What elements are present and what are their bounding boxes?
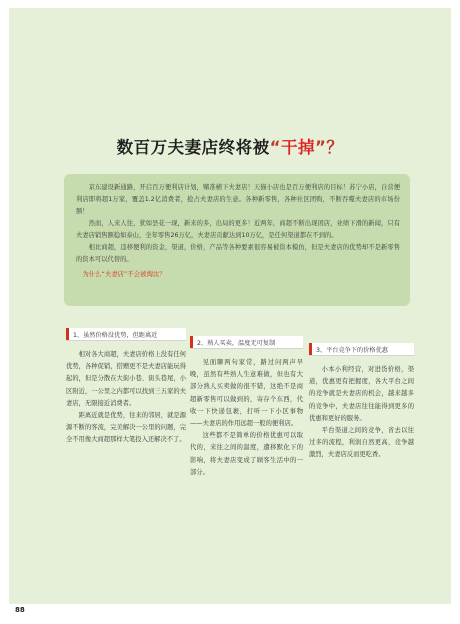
title-highlight: 干掉 [281,138,315,157]
page-number: 88 [15,606,25,614]
section-heading-1 [66,328,186,341]
heading-accent-bar [66,328,69,340]
section-heading-text: 3、平台竞争下的价格优惠 [316,346,388,354]
column-section-2 [190,336,303,479]
body-paragraph: 相对各大商超，夫妻店价格上没有任何优势，各种促销，搭赠更不是夫妻店能玩得起的，但是分散在大街小巷、街头巷尾，小区附近，一公里之内都可以找到三五家的夫妻店，无限接近消费者。 [66,351,186,407]
column-section-3 [309,343,414,462]
title-prefix: 数百万夫妻店终将被 [116,138,270,157]
section-heading-3 [309,343,414,356]
body-paragraph: 见面聊两句家常，路过问两声早晚，虽然有些熟人生意难做，但也有大部分熟人买卖做的很不错，这绝不是商超新零售可以做到的，寄存个东西，代收一下快递包裹，打听一下小区事物——夫妻店的作用远超一般的便利店。 [190,359,303,428]
heading-accent-bar [309,343,312,355]
lead-tagline: 为什么“夫妻店”不会被淘汰？ [82,270,166,278]
lead-box [64,174,410,306]
lead-paragraph: 相比商超，违移便利的资金，渠道，价格，产品等各种要素很容易被资本模仿，但是夫妻店的优势却不是新零售的资本可以代替的。 [76,244,400,263]
title-suffix: ？ [326,138,344,157]
magazine-page [9,8,451,604]
body-paragraph: 这些都不是简单的价格优惠可以取代的，来往之间的温度，遭移默化下的影响，将夫妻店变成了顾客生活中的一部分。 [190,432,303,476]
lead-paragraph: 京东建设新通路，开启百万便利店计划，赌准横下夫妻店！天猫小店也是百万便利店的目标！苏宁小店，自营便利店即将超1万家，覆盖1.2亿消费者，抢占夫妻店的生意。各种新零售，各种社区团购，不断吞噬夫妻店的市场份额！ [76,184,400,215]
body-paragraph: 平台渠道之间的竞争，省去以往过多的流程，利润自然更高，竞争越激烈，夫妻店反而更吃香。 [309,427,414,459]
title-close-quote: ” [315,138,327,157]
body-paragraph: 小本小利经营，对进货价格，渠道，优惠更有把握度，各大平台之间的竞争就是夫妻店的机会，越来越多的竞争中，夫妻店往往能得到更多的优惠和更好的服务。 [309,366,414,422]
section-heading-text: 1、虽然价格没优势，但距离近 [73,331,158,339]
section-heading-text: 2、熟人买卖，温度无可复制 [197,339,276,347]
lead-paragraph: 然而，人来人往，犹如昙花一现，新来的多，出局的更多！近两年，商超不断出现闭店，业绩下滑的新闻，只有夫妻店销售额稳如泰山，全年零售26万亿，夫妻店贡献达到10万亿，是任何渠道都在不到的。 [76,220,400,239]
section-heading-2 [190,336,303,349]
body-paragraph: 距离近就是优势，往来的邻居，就是源源不断的客流，完美解决一公里的问题，完全不用像大商超那样大笔投入还解决不了。 [66,412,186,444]
article-title [9,134,451,158]
column-section-1 [66,328,186,447]
title-open-quote: “ [269,138,281,157]
heading-accent-bar [190,336,193,348]
